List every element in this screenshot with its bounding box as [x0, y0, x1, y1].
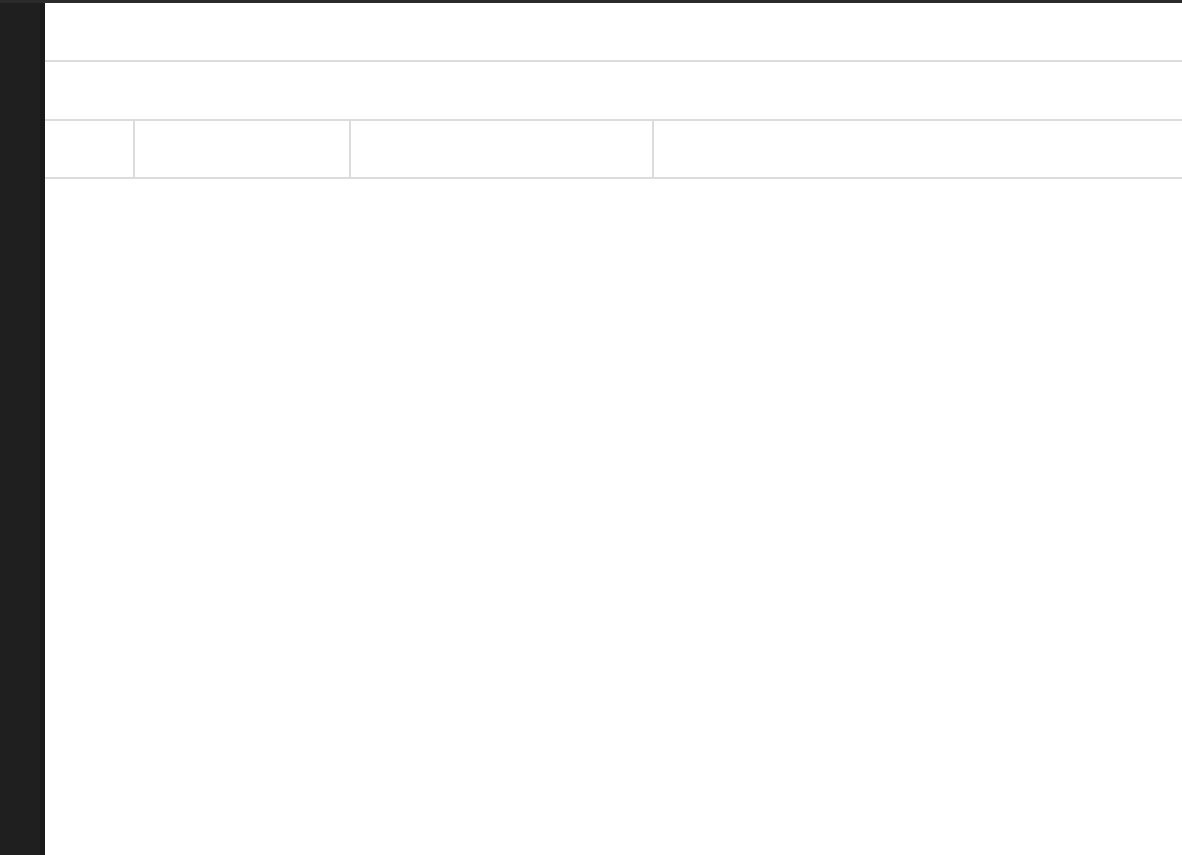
row-header-column	[0, 3, 41, 855]
table-header-row	[45, 121, 1182, 179]
column-header-usage[interactable]	[652, 121, 1182, 177]
cell-grid	[45, 3, 1182, 855]
term-list-cell[interactable]	[45, 62, 1182, 119]
sheet-row-2	[45, 62, 1182, 121]
sheet-row-14	[45, 806, 1182, 855]
column-header-sno[interactable]	[45, 121, 133, 177]
sheet-row-1	[45, 3, 1182, 62]
spreadsheet	[0, 3, 1182, 855]
footer-cell[interactable]	[45, 806, 1182, 855]
column-header-word[interactable]	[133, 121, 349, 177]
column-header-meaning[interactable]	[349, 121, 652, 177]
title-cell[interactable]	[45, 3, 1182, 60]
